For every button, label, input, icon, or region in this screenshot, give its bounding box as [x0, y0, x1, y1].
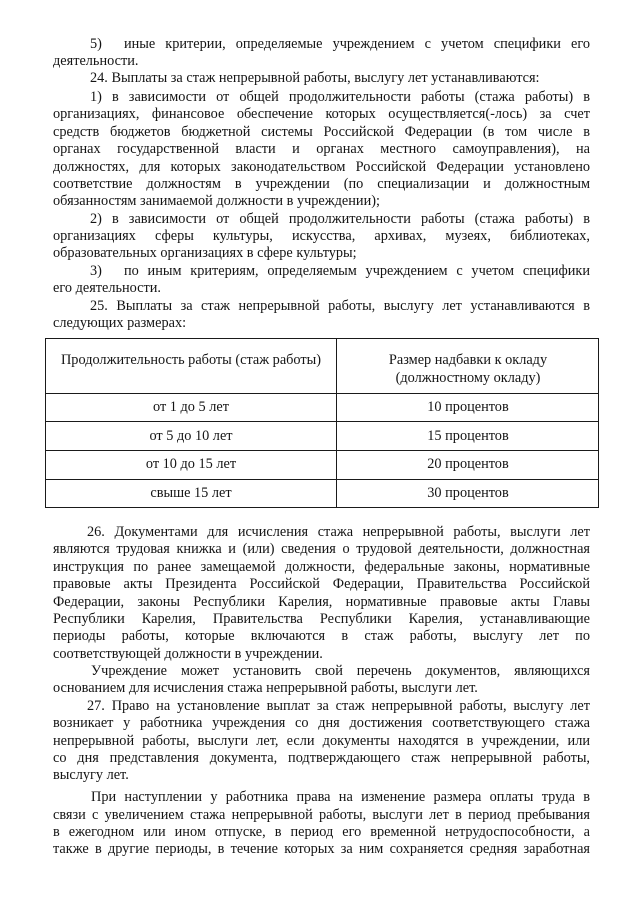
seniority-bonus-table: [45, 338, 599, 508]
table-cell-bonus: 10 процентов: [427, 399, 509, 415]
list-number: 3): [90, 263, 102, 279]
paragraph-line: связи с увеличением стажа непрерывной работы, выслуги лет в период пребывания: [53, 807, 590, 823]
table-divider: [46, 393, 598, 394]
paragraph-line-item-5: [90, 36, 590, 53]
paragraph-line: Федерации, законы Республики Карелия, нормативные правовые акты Главы: [53, 594, 590, 610]
table-cell-period: от 1 до 5 лет: [153, 399, 229, 415]
paragraph-line: организациях, финансовое обеспечение которых осуществляется(-лось) за счет: [53, 106, 590, 122]
paragraph-line: 2) в зависимости от общей продолжительности работы (стажа работы) в: [90, 211, 590, 227]
paragraph-line-24: 24. Выплаты за стаж непрерывной работы, выслугу лет устанавливаются:: [90, 70, 540, 86]
paragraph-line: соответствие должностям в учреждении (по специализации и должностным: [53, 176, 590, 192]
paragraph-line: основанием для исчисления стажа непрерывной работы, выслуги лет.: [53, 680, 478, 696]
table-header-period: Продолжительность работы (стаж работы): [60, 352, 322, 368]
paragraph-line-25: 25. Выплаты за стаж непрерывной работы, выслугу лет устанавливаются в: [90, 298, 590, 314]
table-divider: [46, 479, 598, 480]
paragraph-line: организациях сферы культуры, искусства, архивах, музеях, библиотеках,: [53, 228, 590, 244]
paragraph-line: 1) в зависимости от общей продолжительности работы (стажа работы) в: [90, 89, 590, 105]
paragraph-line: образовательных организациях в сфере культуры;: [53, 245, 357, 261]
paragraph-line: непрерывной работы, выслуги лет, если документы находятся в учреждении, или: [53, 733, 590, 749]
paragraph-line: являются трудовая книжка и (или) сведения о трудовой деятельности, должностная: [53, 541, 590, 557]
table-divider: [46, 421, 598, 422]
paragraph-line-26: 26. Документами для исчисления стажа непрерывной работы, выслуги лет: [87, 524, 590, 540]
table-cell-period: от 5 до 10 лет: [149, 428, 233, 444]
table-cell-bonus: 30 процентов: [427, 485, 509, 501]
paragraph-line: со дня представления документа, подтверждающего стаж непрерывной работы,: [53, 750, 590, 766]
paragraph-line: периоды работы, которые включаются в стаж работы, выслугу лет по: [53, 628, 590, 644]
table-cell-bonus: 20 процентов: [427, 456, 509, 472]
paragraph-line: следующих размерах:: [53, 315, 187, 331]
list-number: 5): [90, 36, 102, 52]
paragraph-line: его деятельности.: [53, 280, 161, 296]
table-cell-bonus: 15 процентов: [427, 428, 509, 444]
paragraph-line: возникает у работника учреждения со дня достижения соответствующего стажа: [53, 715, 590, 731]
paragraph-line: Учреждение может установить свой перечень документов, являющихся: [91, 663, 590, 679]
paragraph-line: деятельности.: [53, 53, 139, 69]
paragraph-line: При наступлении у работника права на изменение размера оплаты труда в: [91, 789, 590, 805]
line-text: иные критерии, определяемые учреждением с учетом специфики его: [124, 36, 590, 52]
table-cell-period: от 10 до 15 лет: [145, 456, 237, 472]
paragraph-line-item-3: [90, 263, 590, 280]
paragraph-line: соответствующей должности в учреждении.: [53, 646, 323, 662]
paragraph-line: органах государственной власти и органах местного самоуправления), на: [53, 141, 590, 157]
table-cell-period: свыше 15 лет: [150, 485, 232, 501]
paragraph-line: в ежегодном или ином отпуске, в период его временной нетрудоспособности, а: [53, 824, 590, 840]
paragraph-line: инструкция по ранее замещаемой должности, федеральные законы, нормативные: [53, 559, 590, 575]
paragraph-line: выслугу лет.: [53, 767, 129, 783]
line-text: по иным критериям, определяемым учреждением с учетом специфики: [124, 263, 590, 279]
paragraph-line-27: 27. Право на установление выплат за стаж непрерывной работы, выслугу лет: [87, 698, 590, 714]
paragraph-line: обязанностям занимаемой должности в учреждении);: [53, 193, 380, 209]
paragraph-line: правовые акты Президента Российской Федерации, Правительства Российской: [53, 576, 590, 592]
paragraph-line: должностях, для которых законодательством Российской Федерации установлено: [53, 159, 590, 175]
paragraph-line: Республики Карелия, Правительства Республики Карелия, устанавливающие: [53, 611, 590, 627]
table-divider: [46, 450, 598, 451]
paragraph-line: также в другие периоды, в течение которых за ним сохраняется средняя заработная: [53, 841, 590, 857]
paragraph-line: средств бюджетов бюджетной системы Российской Федерации (в том числе в: [53, 124, 590, 140]
table-header-bonus-line1: Размер надбавки к окладу: [388, 352, 548, 368]
table-header-bonus-line2: (должностному окладу): [395, 370, 541, 386]
